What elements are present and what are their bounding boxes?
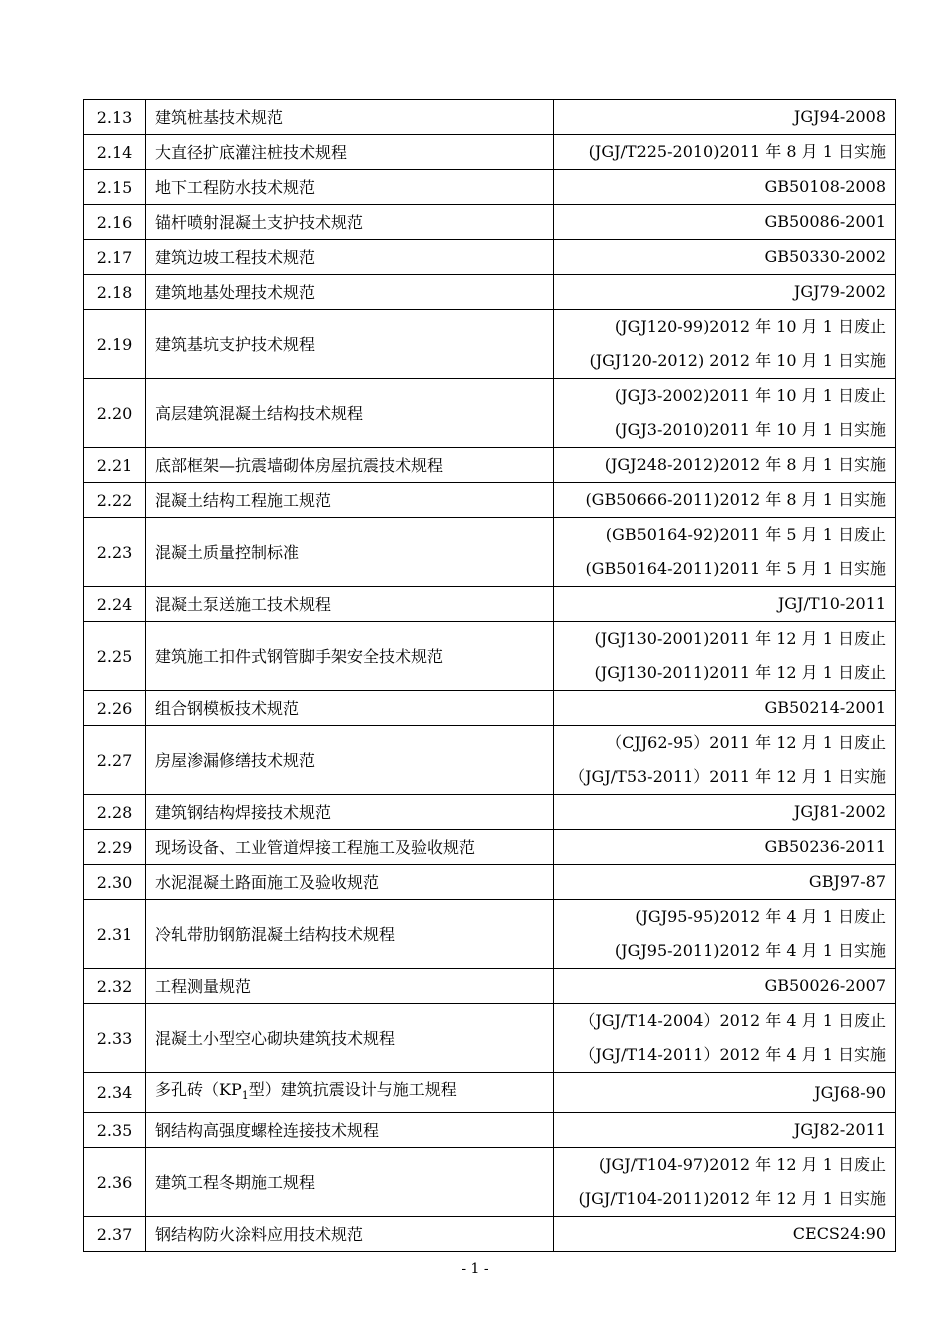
table-row (84, 726, 896, 795)
standard-code-line: JGJ68-90 (814, 1082, 886, 1102)
standard-code (554, 240, 896, 275)
standard-code (554, 1113, 896, 1148)
standard-code-line: (JGJ/T225-2010)2011 年 8 月 1 日实施 (588, 142, 886, 161)
standard-code-line: (JGJ/T104-2011)2012 年 12 月 1 日实施 (578, 1189, 886, 1209)
standard-code (554, 830, 896, 865)
table-row (84, 865, 896, 900)
standard-name: 现场设备、工业管道焊接工程施工及验收规范 (146, 830, 554, 865)
standard-name: 水泥混凝土路面施工及验收规范 (146, 865, 554, 900)
standard-code (554, 379, 896, 448)
standard-code-line: （CJJ62-95）2011 年 12 月 1 日废止 (606, 733, 886, 752)
standard-code-line: GB50026-2007 (764, 976, 886, 995)
table-row (84, 1217, 896, 1252)
standard-code (554, 205, 896, 240)
standard-code-line: (JGJ95-2011)2012 年 4 月 1 日实施 (614, 941, 886, 960)
standard-code (554, 1217, 896, 1252)
standard-name: 混凝土结构工程施工规范 (146, 483, 554, 518)
table-row (84, 205, 896, 240)
table-row (84, 100, 896, 135)
standard-code-line: (JGJ120-2012) 2012 年 10 月 1 日实施 (589, 351, 886, 370)
table-row (84, 622, 896, 691)
standard-code-line: （JGJ/T14-2011）2012 年 4 月 1 日实施 (579, 1045, 886, 1064)
standard-code-line: （JGJ/T53-2011）2011 年 12 月 1 日实施 (569, 767, 886, 786)
standard-code (554, 795, 896, 830)
standard-code-line: (JGJ3-2010)2011 年 10 月 1 日实施 (614, 420, 886, 439)
standard-code (554, 448, 896, 483)
standard-code-line: GB50086-2001 (764, 212, 886, 231)
row-number: 2.34 (84, 1073, 146, 1113)
standard-name: 锚杆喷射混凝土支护技术规范 (146, 205, 554, 240)
standard-code (554, 900, 896, 969)
standard-code-line: (JGJ248-2012)2012 年 8 月 1 日实施 (604, 455, 886, 474)
table-row (84, 830, 896, 865)
row-number: 2.37 (84, 1217, 146, 1252)
standard-code-line: JGJ/T10-2011 (777, 594, 886, 613)
table-row (84, 170, 896, 205)
row-number: 2.16 (84, 205, 146, 240)
standard-name: 建筑地基处理技术规范 (146, 275, 554, 310)
table-row (84, 691, 896, 726)
standard-code-line: (GB50164-2011)2011 年 5 月 1 日实施 (585, 559, 886, 578)
standard-name: 建筑钢结构焊接技术规范 (146, 795, 554, 830)
standard-code-line: GBJ97-87 (808, 872, 886, 891)
row-number: 2.30 (84, 865, 146, 900)
standard-name (146, 1073, 554, 1113)
standard-code (554, 1004, 896, 1073)
standard-name: 建筑工程冬期施工规程 (146, 1148, 554, 1217)
row-number: 2.17 (84, 240, 146, 275)
standard-code (554, 483, 896, 518)
standard-name: 大直径扩底灌注桩技术规程 (146, 135, 554, 170)
standard-name: 钢结构高强度螺栓连接技术规程 (146, 1113, 554, 1148)
standard-name: 地下工程防水技术规范 (146, 170, 554, 205)
table-row (84, 1113, 896, 1148)
standard-code-line: GB50214-2001 (764, 698, 886, 717)
standard-code-line: JGJ79-2002 (793, 282, 886, 301)
standard-name: 房屋渗漏修缮技术规范 (146, 726, 554, 795)
standard-code-line: GB50236-2011 (764, 837, 886, 856)
table-row (84, 310, 896, 379)
standard-code-line: (GB50164-92)2011 年 5 月 1 日废止 (605, 525, 886, 544)
standard-code-line: (JGJ3-2002)2011 年 10 月 1 日废止 (614, 386, 886, 405)
standard-code (554, 170, 896, 205)
row-number: 2.13 (84, 100, 146, 135)
standard-name: 底部框架—抗震墙砌体房屋抗震技术规程 (146, 448, 554, 483)
standard-name: 钢结构防火涂料应用技术规范 (146, 1217, 554, 1252)
row-number: 2.21 (84, 448, 146, 483)
standard-code-line: CECS24:90 (792, 1224, 886, 1244)
standard-code (554, 969, 896, 1004)
row-number: 2.33 (84, 1004, 146, 1073)
standard-code (554, 691, 896, 726)
table-row (84, 795, 896, 830)
standard-code (554, 275, 896, 310)
row-number: 2.19 (84, 310, 146, 379)
standard-name-tail: 型）建筑抗震设计与施工规程 (248, 1080, 457, 1099)
standard-code (554, 518, 896, 587)
table-row (84, 483, 896, 518)
standard-code (554, 1073, 896, 1113)
standard-name: 混凝土小型空心砌块建筑技术规程 (146, 1004, 554, 1073)
standard-code-line: GB50330-2002 (764, 247, 886, 266)
standard-name: 高层建筑混凝土结构技术规程 (146, 379, 554, 448)
standard-name: 组合钢模板技术规范 (146, 691, 554, 726)
standard-code-line: GB50108-2008 (764, 177, 886, 196)
standard-code-line: (GB50666-2011)2012 年 8 月 1 日实施 (585, 490, 886, 509)
standard-code-line: (JGJ130-2001)2011 年 12 月 1 日废止 (594, 629, 886, 648)
standards-table (83, 99, 896, 1252)
table-row (84, 379, 896, 448)
standard-code (554, 310, 896, 379)
standard-name: 混凝土泵送施工技术规程 (146, 587, 554, 622)
table-row (84, 448, 896, 483)
standard-code-line: (JGJ120-99)2012 年 10 月 1 日废止 (614, 317, 886, 336)
table-row (84, 135, 896, 170)
standard-name: 冷轧带肋钢筋混凝土结构技术规程 (146, 900, 554, 969)
standard-code-line: (JGJ130-2011)2011 年 12 月 1 日废止 (594, 663, 886, 682)
standard-code (554, 622, 896, 691)
standard-code (554, 135, 896, 170)
table-row (84, 518, 896, 587)
row-number: 2.26 (84, 691, 146, 726)
table-row (84, 1073, 896, 1113)
row-number: 2.22 (84, 483, 146, 518)
row-number: 2.20 (84, 379, 146, 448)
standard-code-line: (JGJ/T104-97)2012 年 12 月 1 日废止 (598, 1155, 886, 1175)
standard-code-line: JGJ81-2002 (793, 802, 886, 821)
standard-code-line: JGJ82-2011 (793, 1120, 886, 1140)
page-number: - 1 - (461, 1261, 489, 1277)
table-row (84, 240, 896, 275)
row-number: 2.23 (84, 518, 146, 587)
standard-code (554, 1148, 896, 1217)
standard-code (554, 100, 896, 135)
standard-code (554, 587, 896, 622)
standard-code (554, 865, 896, 900)
row-number: 2.18 (84, 275, 146, 310)
row-number: 2.25 (84, 622, 146, 691)
table-row (84, 900, 896, 969)
row-number: 2.36 (84, 1148, 146, 1217)
row-number: 2.32 (84, 969, 146, 1004)
row-number: 2.15 (84, 170, 146, 205)
row-number: 2.29 (84, 830, 146, 865)
standard-name-text: 多孔砖（KP (155, 1080, 242, 1099)
table-row (84, 275, 896, 310)
table-row (84, 1004, 896, 1073)
row-number: 2.14 (84, 135, 146, 170)
standard-name: 建筑桩基技术规范 (146, 100, 554, 135)
standard-name: 工程测量规范 (146, 969, 554, 1004)
standard-code-line: (JGJ95-95)2012 年 4 月 1 日废止 (635, 907, 886, 926)
table-row (84, 1148, 896, 1217)
standard-name: 混凝土质量控制标准 (146, 518, 554, 587)
row-number: 2.24 (84, 587, 146, 622)
table-row (84, 587, 896, 622)
row-number: 2.31 (84, 900, 146, 969)
standard-name: 建筑基坑支护技术规程 (146, 310, 554, 379)
standard-code-line: （JGJ/T14-2004）2012 年 4 月 1 日废止 (579, 1011, 886, 1030)
table-row (84, 969, 896, 1004)
standards-table-body (84, 100, 896, 1252)
standard-code (554, 726, 896, 795)
standard-name: 建筑边坡工程技术规范 (146, 240, 554, 275)
standard-name: 建筑施工扣件式钢管脚手架安全技术规范 (146, 622, 554, 691)
row-number: 2.28 (84, 795, 146, 830)
row-number: 2.35 (84, 1113, 146, 1148)
standard-name-subscript: 1 (241, 1089, 249, 1103)
standard-code-line: JGJ94-2008 (793, 107, 886, 126)
row-number: 2.27 (84, 726, 146, 795)
